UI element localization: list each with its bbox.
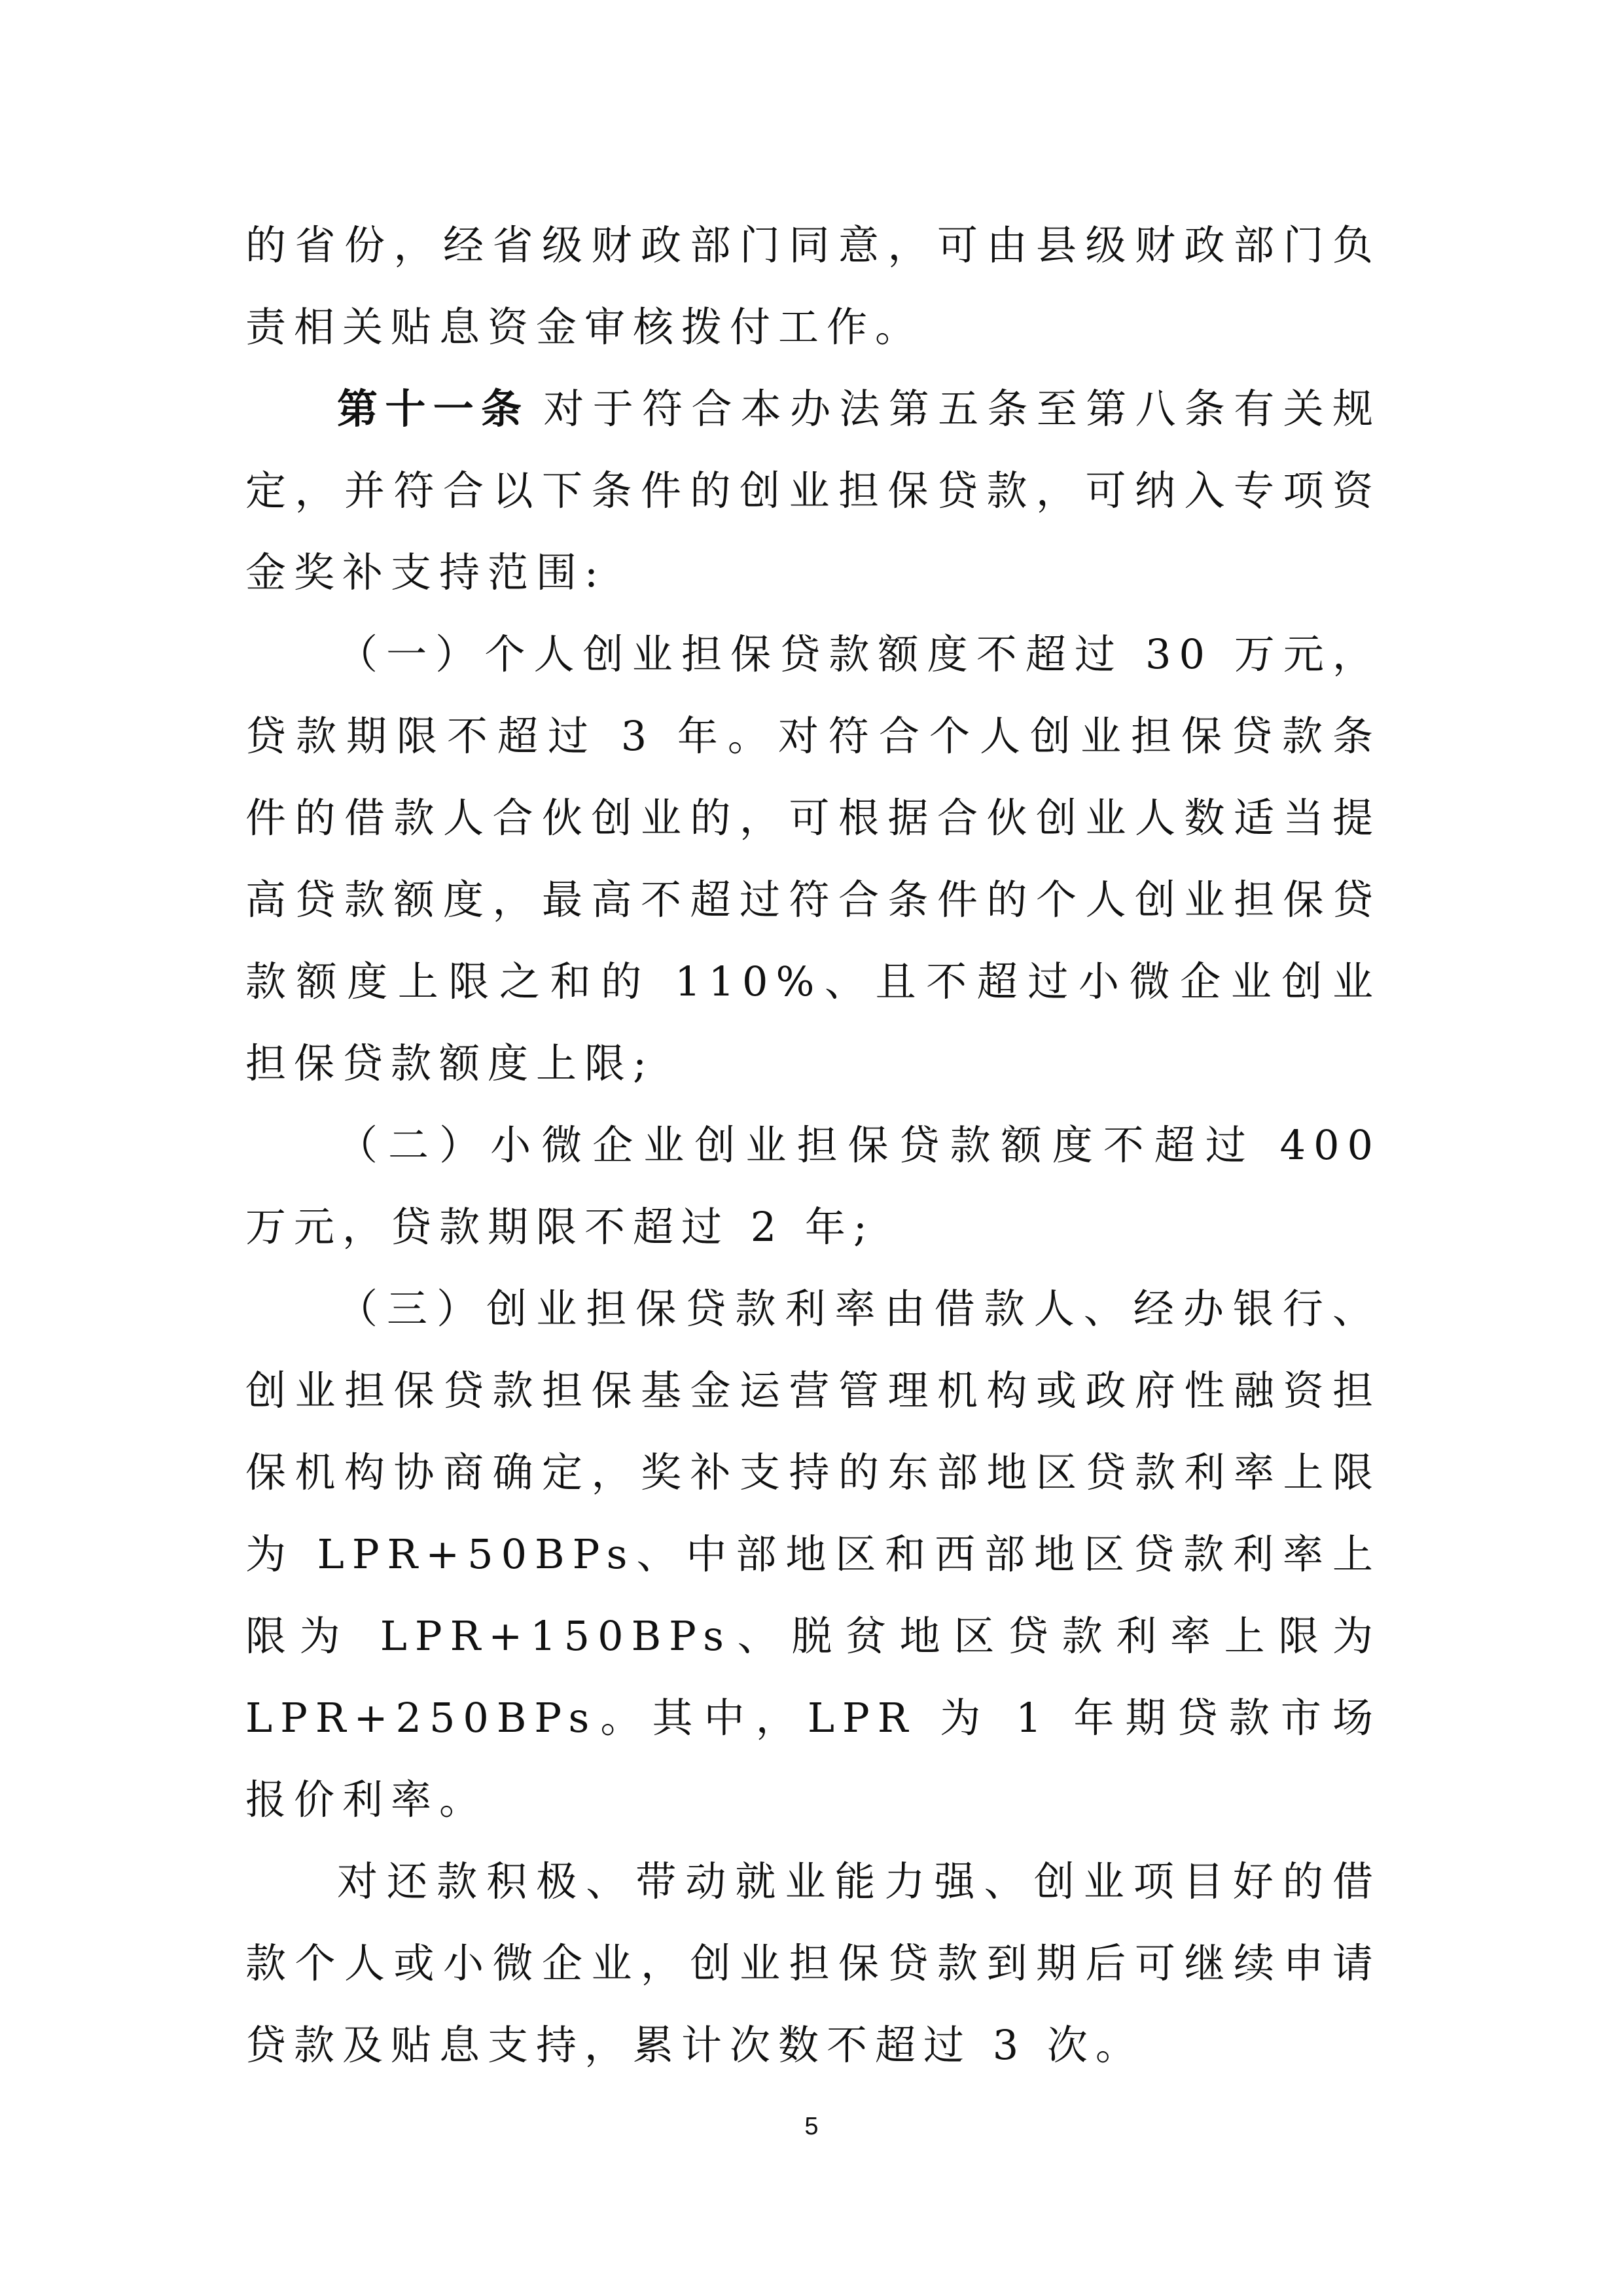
paragraph-renewal: 对还款积极、带动就业能力强、创业项目好的借款个人或小微企业，创业担保贷款到期后可继续申请贷款及贴息支持，累计次数不超过 3 次。 [245,1857,1381,2069]
paragraph-article-11 [245,368,1381,613]
paragraph-item-2: （二）小微企业创业担保贷款额度不超过 400 万元，贷款期限不超过 2 年; [245,1121,1381,1251]
paragraph-continuation: 的省份，经省级财政部门同意，可由县级财政部门负责相关贴息资金审核拨付工作。 [245,221,1381,351]
document-body [245,204,1381,2086]
paragraph-item-1: （一）个人创业担保贷款额度不超过 30 万元，贷款期限不超过 3 年。对符合个人创业担保贷款条件的借款人合伙创业的，可根据合伙创业人数适当提高贷款额度，最高不超过符合条件的个人创业担保贷款额度上限之和的 110%、且不超过小微企业创业担保贷款额度上限; [245,630,1381,1087]
article-number: 第十一条 [337,385,529,433]
page-number: 5 [804,2113,819,2140]
paragraph-item-3: （三）创业担保贷款利率由借款人、经办银行、创业担保贷款担保基金运营管理机构或政府性融资担保机构协商确定，奖补支持的东部地区贷款利率上限为 LPR+50BPs、中部地区和西部地区贷款利率上限为 LPR+150BPs、脱贫地区贷款利率上限为 LPR+250BPs。其中，LPR 为 1 年期贷款市场报价利率。 [245,1285,1381,1823]
article-11-text: 对于符合本办法第五条至第八条有关规定，并符合以下条件的创业担保贷款，可纳入专项资金奖补支持范围: [245,385,1381,596]
